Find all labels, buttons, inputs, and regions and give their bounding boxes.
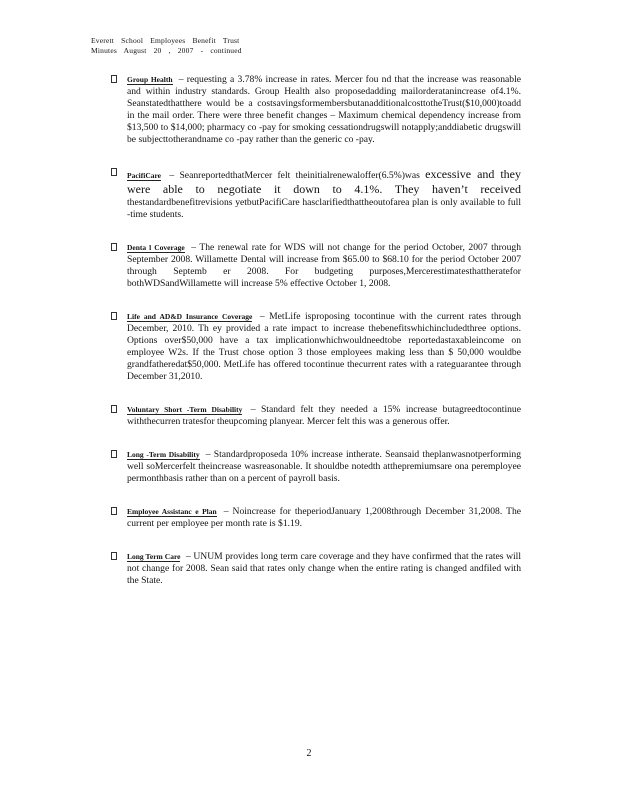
list-item-life-add (111, 311, 521, 383)
list-item-pacificare (111, 167, 521, 221)
bullet-box-icon (111, 243, 117, 251)
item-text: – Standard felt they needed a 15% increase butagreedtocontinue withthecurren tratesfor theupcoming planyear. Mercer felt this was a generous offer. (127, 404, 521, 427)
bullet-box-icon (111, 168, 117, 176)
item-text: – The renewal rate for WDS will not change for the period October, 2007 through September 2008. Willamette Dental will increase from $65.00 to $68.10 for the period October 2007 through Septemb er 2008. For budgeting purposes,Mercerestimatesthattheratefor bothWDSandWillamette will increase 5% effective October 1, 2008. (127, 242, 521, 289)
list-item-eap (111, 506, 521, 530)
item-text-continued: thestandardbenefitrevisions yetbutPacifiCare hasclarifiedthattheoutofarea plan is only available to full -time students. (127, 197, 521, 220)
list-item-voluntary-std (111, 404, 521, 428)
item-text: – requesting a 3.78% increase in rates. Mercer fou nd that the increase was reasonable and within industry standards. Group Health also proposedadding mailorderatanincrease of4.1%. Seanstatedthatthere would be a costsavingsformembersbutanadditionalcosttotheTrust($10,000)toadd in the mail order. There were three benefit changes – Maximum chemical dependency increase from $13,500 to $14,000; pharmacy co -pay for smoking cessationdrugswill notapply;anddiabetic drugswill be subjecttotherandname co -pay rather than the generic co -pay. (127, 74, 521, 145)
page-number: 2 (306, 748, 312, 759)
item-title: Employee Assistanc e Plan (127, 507, 217, 516)
item-title: Voluntary Short -Term Disability (127, 405, 243, 414)
list-item-long-term-care (111, 551, 521, 587)
benefit-items-list (111, 74, 521, 587)
item-title: Group Health (127, 75, 173, 84)
item-title: Long -Term Disability (127, 450, 200, 459)
item-title: Life and AD&D Insurance Coverage (127, 312, 253, 321)
list-item-dental-coverage (111, 242, 521, 290)
bullet-box-icon (111, 75, 117, 83)
bullet-box-icon (111, 507, 117, 515)
item-text: – Standardproposeda 10% increase intherate. Seansaid theplanwasnotperforming well soMercerfelt theincrease wasreasonable. It shouldbe notedth atthepremiumsare ona peremployee permonthbasis rather than on a percent of payroll basis. (127, 449, 521, 484)
item-text: – Noincrease for theperiodJanuary 1,2008through December 31,2008. The current per employee per month rate is $1.19. (127, 506, 521, 529)
bullet-box-icon (111, 552, 117, 560)
document-header (91, 36, 242, 56)
item-text: – MetLife isproposing tocontinue with the current rates through December, 2010. Th ey provided a rate impact to increase thebenefitswhichincludedthree options. Options over$50,000 have a tax implicationwhichwouldneedtobe reportedastaxableincome on employee W2s. If the Trust chose option 3 those employees making less than $ 50,000 wouldbe grandfatheredat$50,000. MetLife has offered tocontinue thecurrent rates with a rateguarantee through December 31,2010. (127, 311, 522, 382)
list-item-group-health (111, 74, 521, 146)
list-item-long-term-disability (111, 449, 521, 485)
item-title: PacifiCare (127, 171, 162, 180)
item-text: – UNUM provides long term care coverage and they have confirmed that the rates will not change for 2008. Sean said that rates only change when the entire rating is changed andfiled with the State. (127, 551, 521, 586)
item-text: – SeanreportedthatMercer felt theinitialrenewaloffer(6.5%)was (164, 170, 426, 181)
bullet-box-icon (111, 312, 117, 320)
item-title: Long Term Care (127, 552, 181, 561)
item-text-large: excessive and they were able to negotiate it down to 4.1%. They haven’t received (127, 167, 521, 196)
item-title: Denta l Coverage (127, 243, 185, 252)
bullet-box-icon (111, 450, 117, 458)
bullet-box-icon (111, 405, 117, 413)
header-line-2: Minutes August 20 , 2007 - continued (91, 46, 242, 55)
header-line-1: Everett School Employees Benefit Trust (91, 36, 240, 45)
